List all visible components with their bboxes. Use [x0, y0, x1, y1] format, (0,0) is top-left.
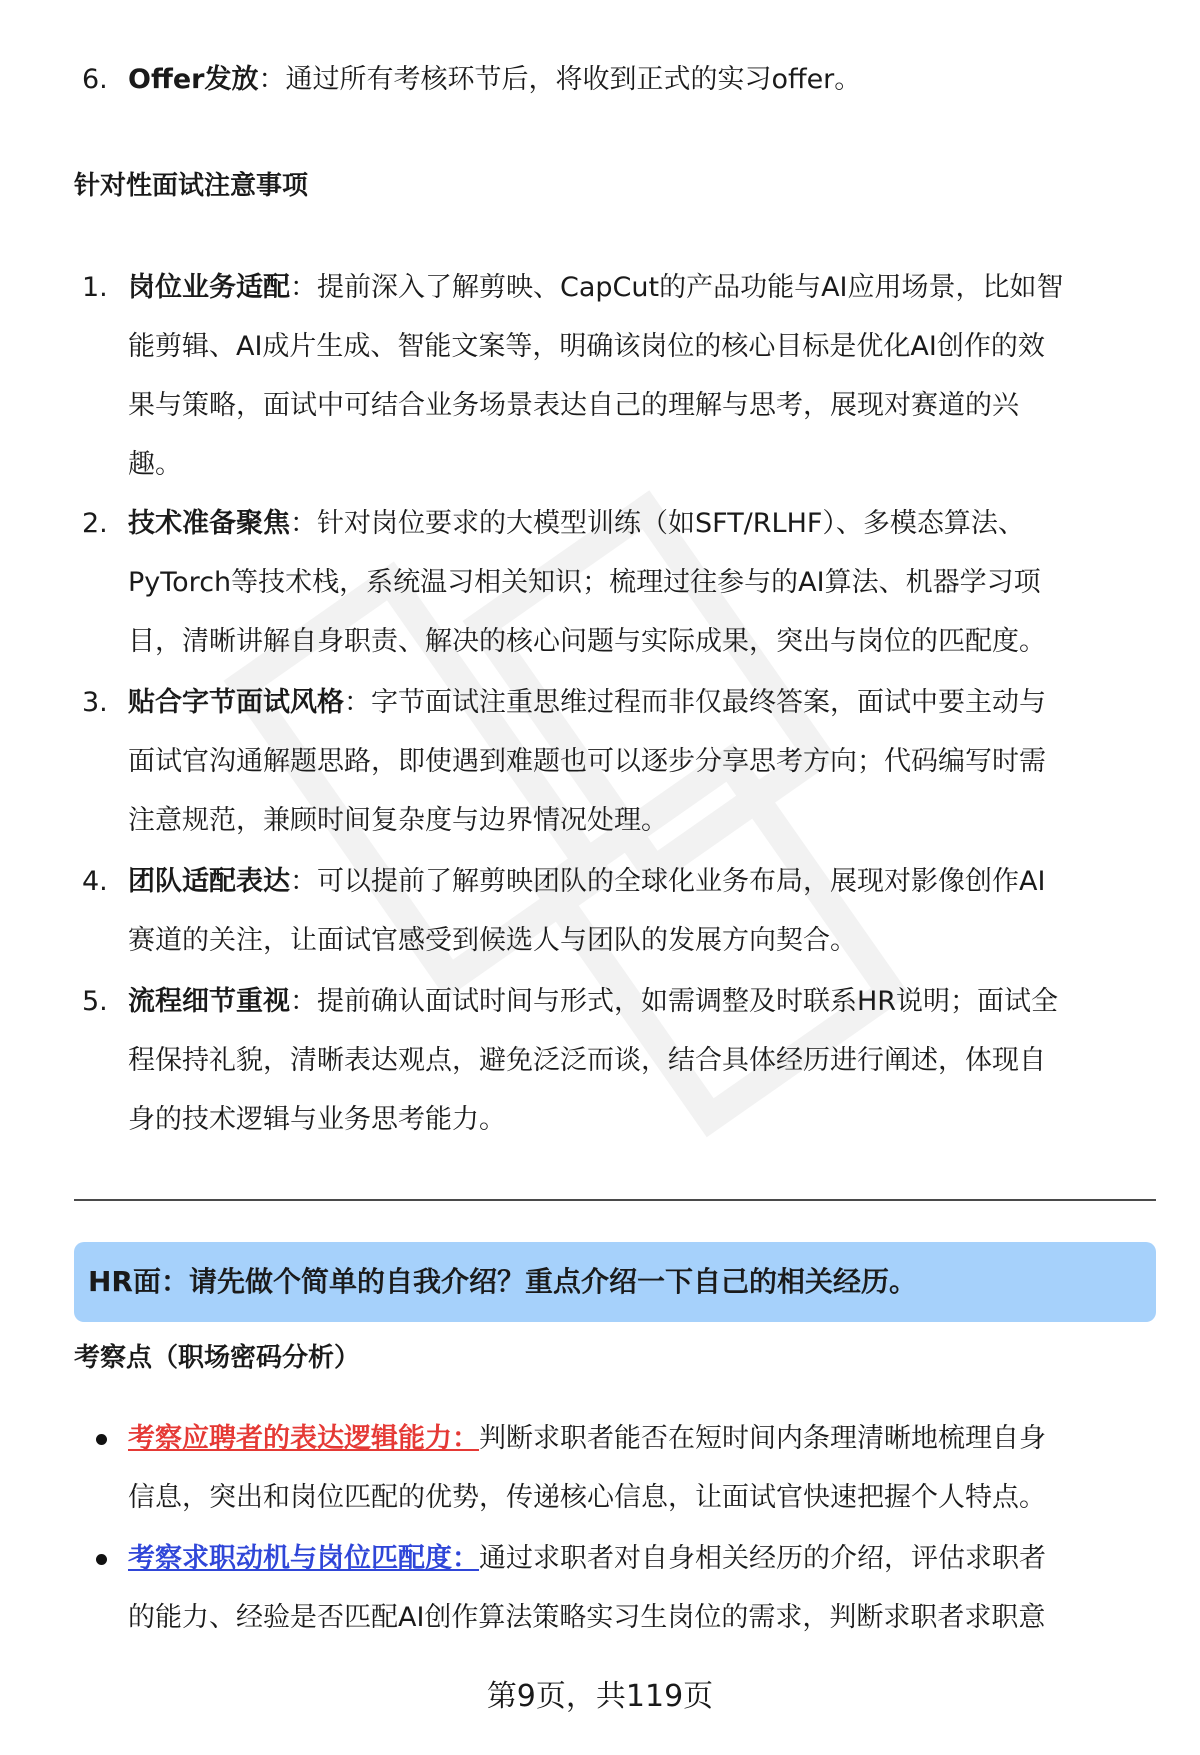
list-item-bold: 技术准备聚焦 — [128, 508, 290, 539]
bullet-line: 的能力、经验是否匹配AI创作算法策略实习生岗位的需求，判断求职者求职意 — [128, 1602, 1046, 1633]
bullet-label-red: 考察应聘者的表达逻辑能力： — [128, 1423, 479, 1454]
list-item-line: 程保持礼貌，清晰表达观点，避免泛泛而谈，结合具体经历进行阐述，体现自 — [128, 1045, 1046, 1076]
list-item-number: 3. — [82, 687, 108, 718]
section-title-interview-notes: 针对性面试注意事项 — [74, 171, 309, 201]
list-item-number: 1. — [82, 272, 108, 303]
page-number-footer: 第9页，共119页 — [486, 1679, 714, 1714]
list-item-number: 2. — [82, 508, 108, 539]
list-item-text: ：字节面试注重思维过程而非仅最终答案，面试中要主动与 — [344, 687, 1046, 718]
list-item-bold: 贴合字节面试风格 — [128, 687, 344, 718]
list-item-number: 5. — [82, 986, 108, 1017]
list-item-bold: 岗位业务适配 — [128, 272, 290, 303]
bullet-line — [128, 1539, 1046, 1579]
list-item-bold: 流程细节重视 — [128, 986, 290, 1017]
bullet-icon — [96, 1434, 107, 1445]
hr-question-text: HR面：请先做个简单的自我介绍？重点介绍一下自己的相关经历。 — [88, 1265, 917, 1298]
list-item-line: 果与策略，面试中可结合业务场景表达自己的理解与思考，展现对赛道的兴 — [128, 390, 1019, 421]
list-item-text: ：提前深入了解剪映、CapCut的产品功能与AI应用场景，比如智 — [290, 272, 1064, 303]
section-title-assessment-points: 考察点（职场密码分析） — [74, 1343, 361, 1373]
list-item-text: ：提前确认面试时间与形式，如需调整及时联系HR说明；面试全 — [290, 986, 1059, 1017]
list-item-line: 目，清晰讲解自身职责、解决的核心问题与实际成果，突出与岗位的匹配度。 — [128, 626, 1046, 657]
list-item-text: ：针对岗位要求的大模型训练（如SFT/RLHF）、多模态算法、 — [290, 508, 1025, 539]
intro-item — [128, 60, 861, 100]
list-item-line — [128, 268, 1064, 308]
intro-item-bold: Offer发放 — [128, 64, 259, 95]
bullet-icon — [96, 1554, 107, 1565]
list-item-number: 4. — [82, 866, 108, 897]
bullet-label-blue: 考察求职动机与岗位匹配度： — [128, 1543, 479, 1574]
list-item-line — [128, 504, 1025, 544]
list-item-line: 面试官沟通解题思路，即使遇到难题也可以逐步分享思考方向；代码编写时需 — [128, 746, 1046, 777]
list-item-line — [128, 683, 1046, 723]
list-item-bold: 团队适配表达 — [128, 866, 290, 897]
bullet-text: 通过求职者对自身相关经历的介绍，评估求职者 — [479, 1543, 1046, 1574]
list-item-line: 趣。 — [128, 449, 182, 480]
intro-item-text: ：通过所有考核环节后，将收到正式的实习offer。 — [258, 64, 862, 95]
bullet-text: 判断求职者能否在短时间内条理清晰地梳理自身 — [479, 1423, 1046, 1454]
list-item-text: ：可以提前了解剪映团队的全球化业务布局，展现对影像创作AI — [290, 866, 1046, 897]
section-divider — [74, 1199, 1156, 1201]
bullet-line: 信息，突出和岗位匹配的优势，传递核心信息，让面试官快速把握个人特点。 — [128, 1482, 1046, 1513]
bullet-line — [128, 1419, 1046, 1459]
list-item-line: 注意规范，兼顾时间复杂度与边界情况处理。 — [128, 805, 668, 836]
list-item-line: PyTorch等技术栈，系统温习相关知识；梳理过往参与的AI算法、机器学习项 — [128, 567, 1041, 598]
list-item-line — [128, 982, 1058, 1022]
intro-item-number: 6. — [82, 64, 108, 95]
list-item-line: 能剪辑、AI成片生成、智能文案等，明确该岗位的核心目标是优化AI创作的效 — [128, 331, 1045, 362]
list-item-line — [128, 862, 1045, 902]
list-item-line: 赛道的关注，让面试官感受到候选人与团队的发展方向契合。 — [128, 925, 857, 956]
list-item-line: 身的技术逻辑与业务思考能力。 — [128, 1104, 506, 1135]
